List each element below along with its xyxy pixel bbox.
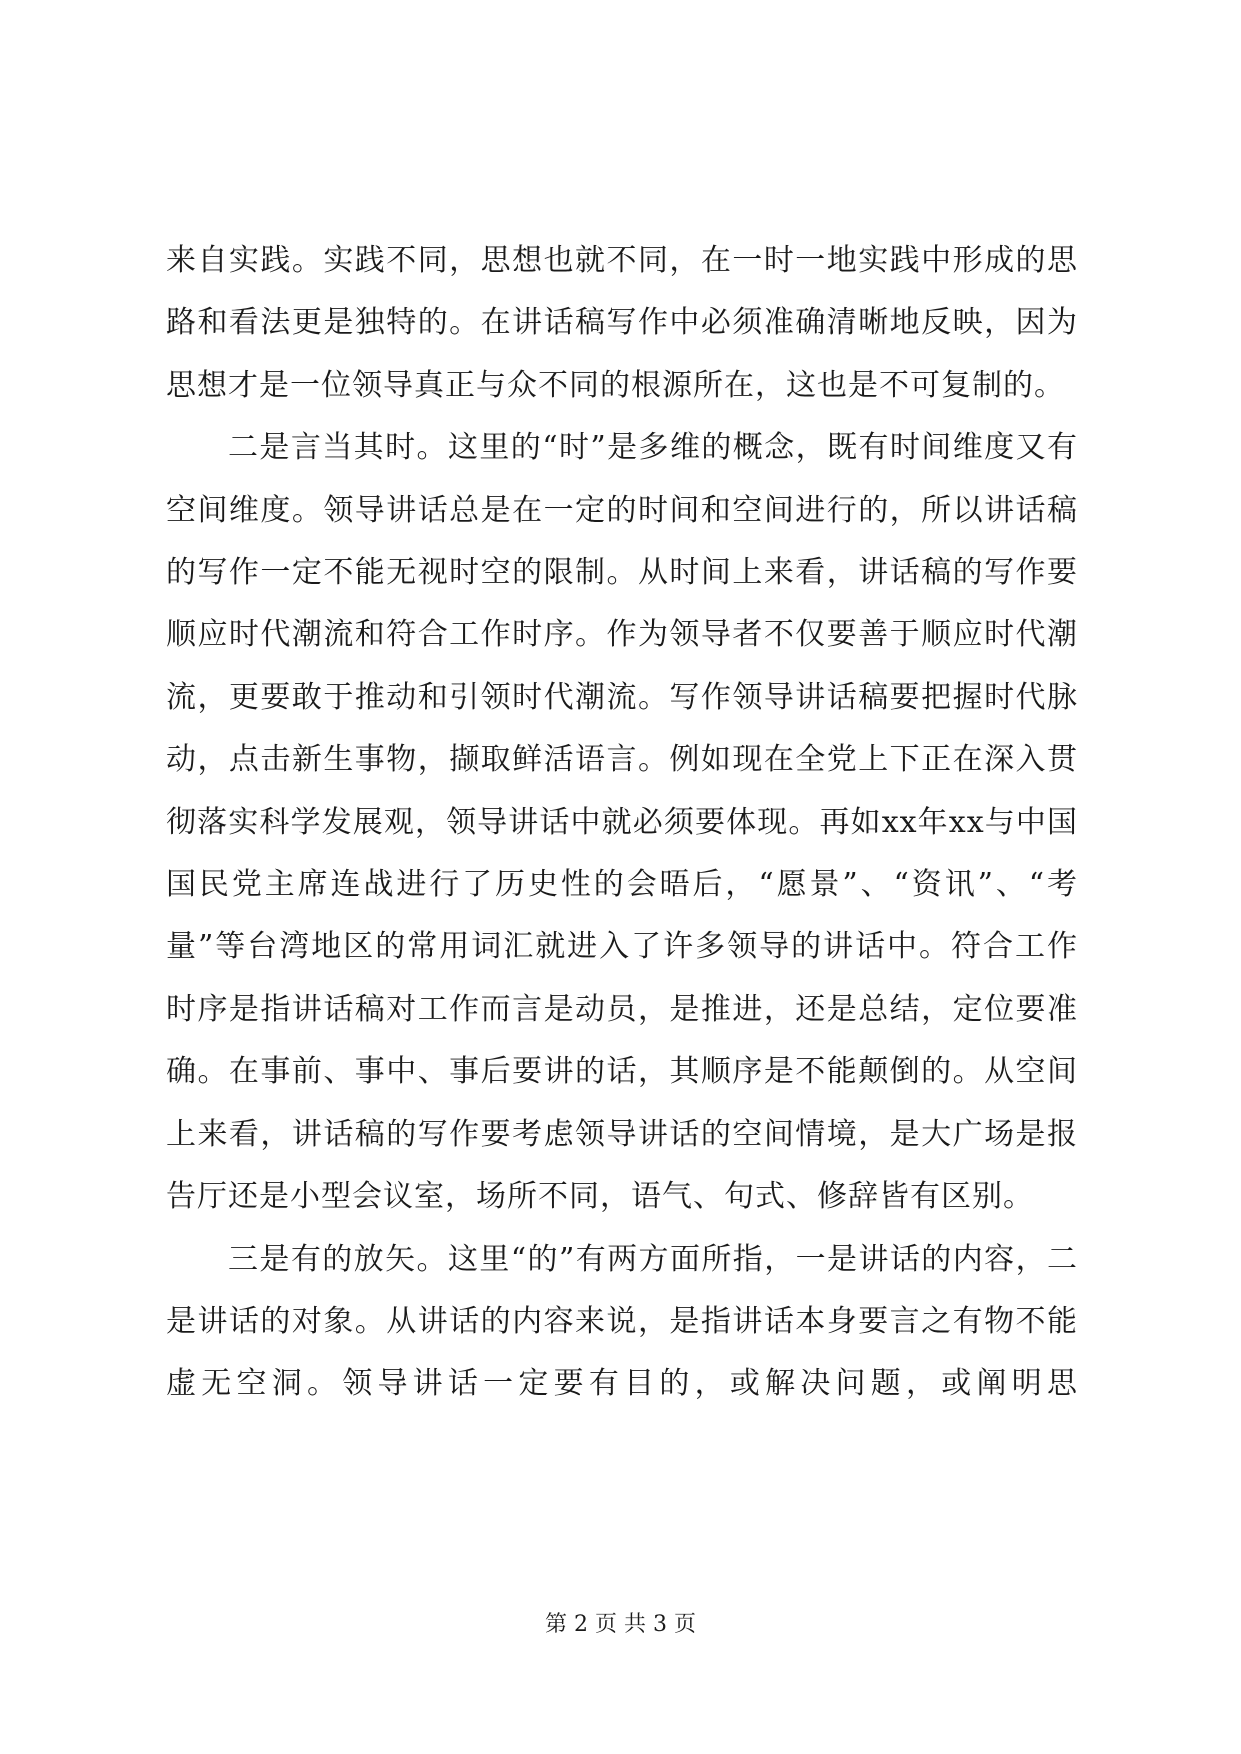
page-footer: 第 2 页 共 3 页 [545,1612,696,1637]
document-body [166,230,1078,1416]
paragraph-1: 来自实践。实践不同，思想也就不同，在一时一地实践中形成的思路和看法更是独特的。在讲话稿写作中必须准确清晰地反映，因为思想才是一位领导真正与众不同的根源所在，这也是不可复制的。 [166,243,1078,403]
paragraph-2: 二是言当其时。这里的“时”是多维的概念，既有时间维度又有空间维度。领导讲话总是在一定的时间和空间进行的，所以讲话稿的写作一定不能无视时空的限制。从时间上来看，讲话稿的写作要顺应时代潮流和符合工作时序。作为领导者不仅要善于顺应时代潮流，更要敢于推动和引领时代潮流。写作领导讲话稿要把握时代脉动，点击新生事物，撷取鲜活语言。例如现在全党上下正在深入贯彻落实科学发展观，领导讲话中就必须要体现。再如xx年xx与中国国民党主席连战进行了历史性的会晤后，“愿景”、“资讯”、“考量”等台湾地区的常用词汇就进入了许多领导的讲话中。符合工作时序是指讲话稿对工作而言是动员，是推进，还是总结，定位要准确。在事前、事中、事后要讲的话，其顺序是不能颠倒的。从空间上来看，讲话稿的写作要考虑领导讲话的空间情境，是大广场是报告厅还是小型会议室，场所不同，语气、句式、修辞皆有区别。 [166,430,1078,1215]
paragraph-3: 三是有的放矢。这里“的”有两方面所指，一是讲话的内容，二是讲话的对象。从讲话的内容来说，是指讲话本身要言之有物不能虚无空洞。领导讲话一定要有目的，或解决问题，或阐明思 [166,1241,1078,1402]
